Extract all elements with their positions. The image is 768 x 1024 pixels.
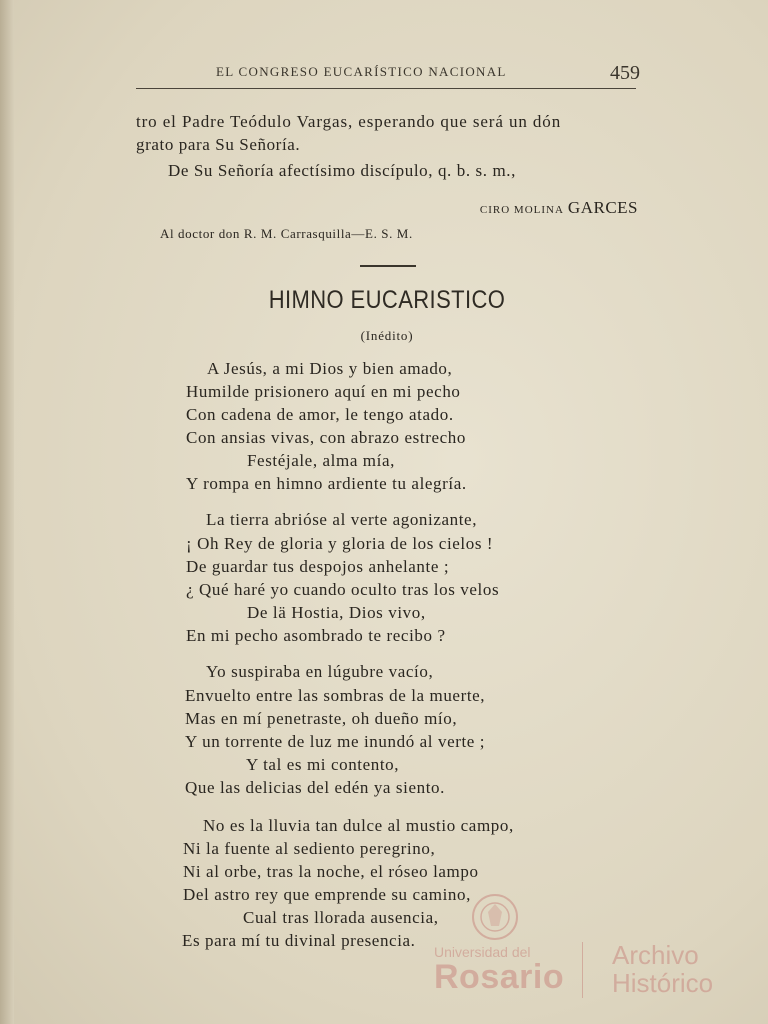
signature-surname: GARCES — [567, 198, 638, 217]
university-seal-icon — [470, 892, 520, 942]
verse-line: A Jesús, a mi Dios y bien amado, — [207, 359, 453, 378]
verse-line: Del astro rey que emprende su camino, — [183, 885, 471, 904]
verse-line: Y un torrente de luz me inundó al verte ; — [185, 732, 486, 751]
archive-watermark — [430, 900, 740, 1010]
verse-line: De guardar tus despojos anhelante ; — [186, 557, 450, 576]
running-title: EL CONGRESO EUCARÍSTICO NACIONAL — [216, 64, 507, 79]
verse-line: ¿ Qué haré yo cuando oculto tras los velos — [186, 580, 500, 599]
watermark-archivo: Archivo — [612, 940, 699, 970]
verse-line: De lä Hostia, Dios vivo, — [247, 603, 426, 622]
verse-line: En mi pecho asombrado te recibo ? — [186, 626, 446, 645]
letter-line: grato para Su Señoría. — [136, 135, 301, 154]
verse-line: Envuelto entre las sombras de la muerte, — [185, 686, 486, 705]
page-number: 459 — [610, 62, 640, 84]
verse-line: Y tal es mi contento, — [246, 755, 400, 774]
watermark-historico: Histórico — [612, 968, 714, 998]
signature — [480, 198, 638, 218]
hymn-title: HIMNO EUCARISTICO — [268, 285, 506, 314]
verse-line: No es la lluvia tan dulce al mustio campo, — [203, 816, 514, 835]
letter-line: tro el Padre Teódulo Vargas, esperando que será un dón — [136, 112, 562, 131]
page-gutter — [0, 0, 14, 1024]
verse-line: Mas en mí penetraste, oh dueño mío, — [185, 709, 458, 728]
verse-line: Yo suspiraba en lúgubre vacío, — [206, 662, 434, 681]
verse-line: Cual tras llorada ausencia, — [243, 908, 439, 927]
addressee-line: Al doctor don R. M. Carrasquilla—E. S. M. — [160, 226, 413, 241]
verse-line: ¡ Oh Rey de gloria y gloria de los cielos ! — [186, 534, 494, 553]
letter-closing: De Su Señoría afectísimo discípulo, q. b. s. m., — [168, 161, 516, 180]
verse-line: Humilde prisionero aquí en mi pecho — [186, 382, 461, 401]
watermark-rosario: Rosario — [434, 958, 565, 996]
verse-line: Ni la fuente al sediento peregrino, — [183, 839, 436, 858]
verse-line: Ni al orbe, tras la noche, el róseo lampo — [183, 862, 479, 881]
verse-line: Es para mí tu divinal presencia. — [182, 931, 416, 950]
section-divider — [360, 265, 416, 267]
hymn-subtitle: (Inédito) — [360, 328, 414, 343]
signature-given-names: CIRO MOLINA — [479, 204, 564, 216]
verse-line: Que las delicias del edén ya siento. — [185, 778, 445, 797]
verse-line: Con cadena de amor, le tengo atado. — [186, 405, 454, 424]
page-header — [134, 62, 644, 96]
verse-line: Con ansias vivas, con abrazo estrecho — [186, 428, 466, 447]
verse-line: Festéjale, alma mía, — [247, 451, 395, 470]
watermark-university: Universidad del — [434, 944, 531, 960]
header-rule — [136, 88, 636, 89]
verse-line: La tierra abrióse al verte agonizante, — [206, 510, 478, 529]
watermark-separator — [582, 942, 583, 998]
verse-line: Y rompa en himno ardiente tu alegría. — [186, 474, 467, 493]
